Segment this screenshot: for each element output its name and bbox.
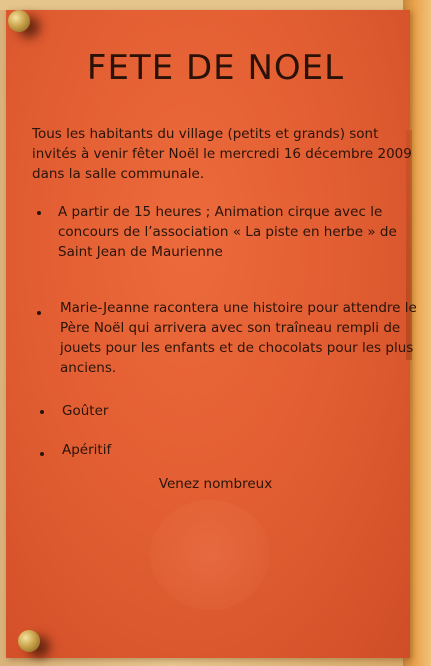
wood-background-top <box>0 0 431 10</box>
bullet-icon <box>40 410 44 414</box>
list-item: Marie-Jeanne racontera une histoire pour attendre le Père Noël qui arrivera avec son traîneau rempli de jouets pour les enfants et de chocolats pour les plus anciens. <box>60 300 417 376</box>
thumbtack-top-icon <box>8 10 30 32</box>
list-item: A partir de 15 heures ; Animation cirque avec le concours de l’association « La piste en herbe » de Saint Jean de Maurienne <box>58 204 397 260</box>
list-item: Goûter <box>62 403 109 419</box>
poster-title: FETE DE NOEL <box>86 48 345 88</box>
list-item: Apéritif <box>62 442 112 458</box>
poster-intro-text: Tous les habitants du village (petits et grands) sont invités à venir fêter Noël le mercredi 16 décembre 2009 dans la salle communale. <box>32 126 412 182</box>
thumbtack-bottom-icon <box>18 630 40 652</box>
bullet-icon <box>37 311 41 315</box>
poster-closing-text: Venez nombreux <box>158 476 273 492</box>
bullet-icon <box>37 211 41 215</box>
bullet-icon <box>40 452 44 456</box>
paper-smudge <box>150 500 270 610</box>
